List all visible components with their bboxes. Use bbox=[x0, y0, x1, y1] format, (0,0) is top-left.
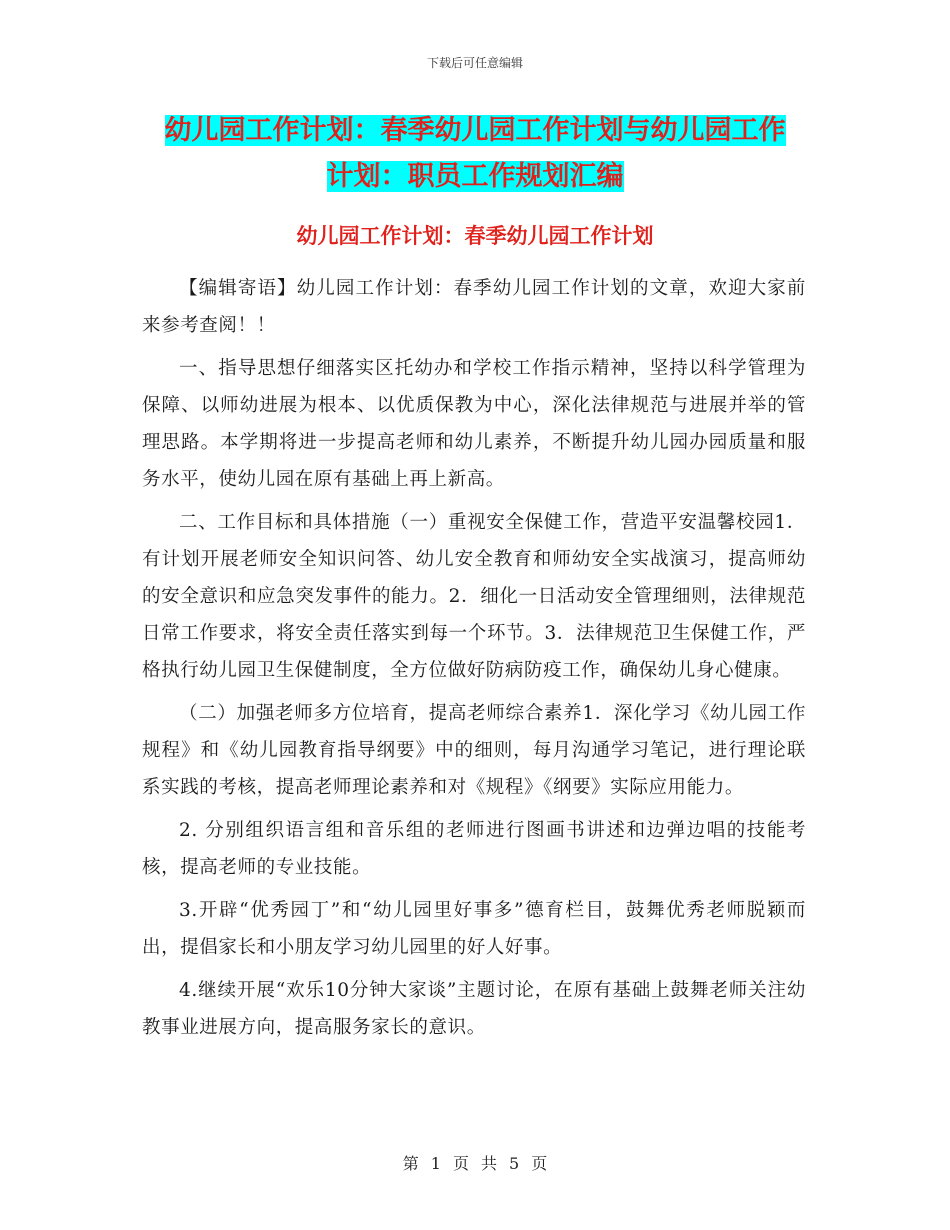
footer-suffix: 页 bbox=[531, 1154, 548, 1173]
current-page-number: 1 bbox=[430, 1154, 441, 1173]
header-note: 下载后可任意编辑 bbox=[426, 56, 523, 70]
paragraph-guiding-thought: 一、指导思想仔细落实区托幼办和学校工作指示精神，坚持以科学管理为保障、以师幼进展为根本、以优质保教为中心，深化法律规范与进展并举的管理思路。本学期将进一步提高老师和幼儿素养，不断提升幼儿园办园质量和服务水平，使幼儿园在原有基础上再上新高。 bbox=[142, 358, 806, 490]
paragraph-teacher-training: （二）加强老师多方位培育，提高老师综合素养1．深化学习《幼儿园工作规程》和《幼儿园教育指导纲要》中的细则，每月沟通学习笔记，进行理论联系实践的考核，提高老师理论素养和对《规程》《纲要》实际应用能力。 bbox=[142, 703, 806, 798]
footer-prefix: 第 bbox=[402, 1154, 419, 1173]
paragraph-goals-safety: 二、工作目标和具体措施（一）重视安全保健工作，营造平安温馨校园1．有计划开展老师安全知识问答、幼儿安全教育和师幼安全实战演习，提高师幼的安全意识和应急突发事件的能力。2．细化一日活动安全管理细则，法律规范日常工作要求，将安全责任落实到每一个环节。3．法律规范卫生保健工作，严格执行幼儿园卫生保健制度，全方位做好防病防疫工作，确保幼儿身心健康。 bbox=[142, 512, 806, 681]
main-title bbox=[130, 108, 820, 200]
body-text bbox=[142, 270, 806, 1046]
section-title: 幼儿园工作计划：春季幼儿园工作计划 bbox=[296, 224, 654, 248]
footer-total-word: 共 bbox=[481, 1154, 498, 1173]
paragraph-editor-note: 【编辑寄语】幼儿园工作计划：春季幼儿园工作计划的文章，欢迎大家前来参考查阅！！ bbox=[142, 278, 806, 336]
main-title-line-1: 幼儿园工作计划：春季幼儿园工作计划与幼儿园工作 bbox=[164, 115, 786, 146]
total-page-number: 5 bbox=[509, 1154, 520, 1173]
footer-page-word: 页 bbox=[452, 1154, 469, 1173]
main-title-line-2: 计划：职员工作规划汇编 bbox=[326, 161, 624, 192]
paragraph-skill-assessment: 2. 分别组织语言组和音乐组的老师进行图画书讲述和边弹边唱的技能考核，提高老师的专业技能。 bbox=[142, 820, 806, 878]
paragraph-moral-column: 3.开辟“优秀园丁”和“幼儿园里好事多”德育栏目，鼓舞优秀老师脱颖而出，提倡家长和小朋友学习幼儿园里的好人好事。 bbox=[142, 900, 806, 958]
paragraph-topic-discussion: 4.继续开展“欢乐10分钟大家谈”主题讨论，在原有基础上鼓舞老师关注幼教事业进展方向，提高服务家长的意识。 bbox=[142, 980, 806, 1038]
page-footer bbox=[0, 1151, 950, 1174]
